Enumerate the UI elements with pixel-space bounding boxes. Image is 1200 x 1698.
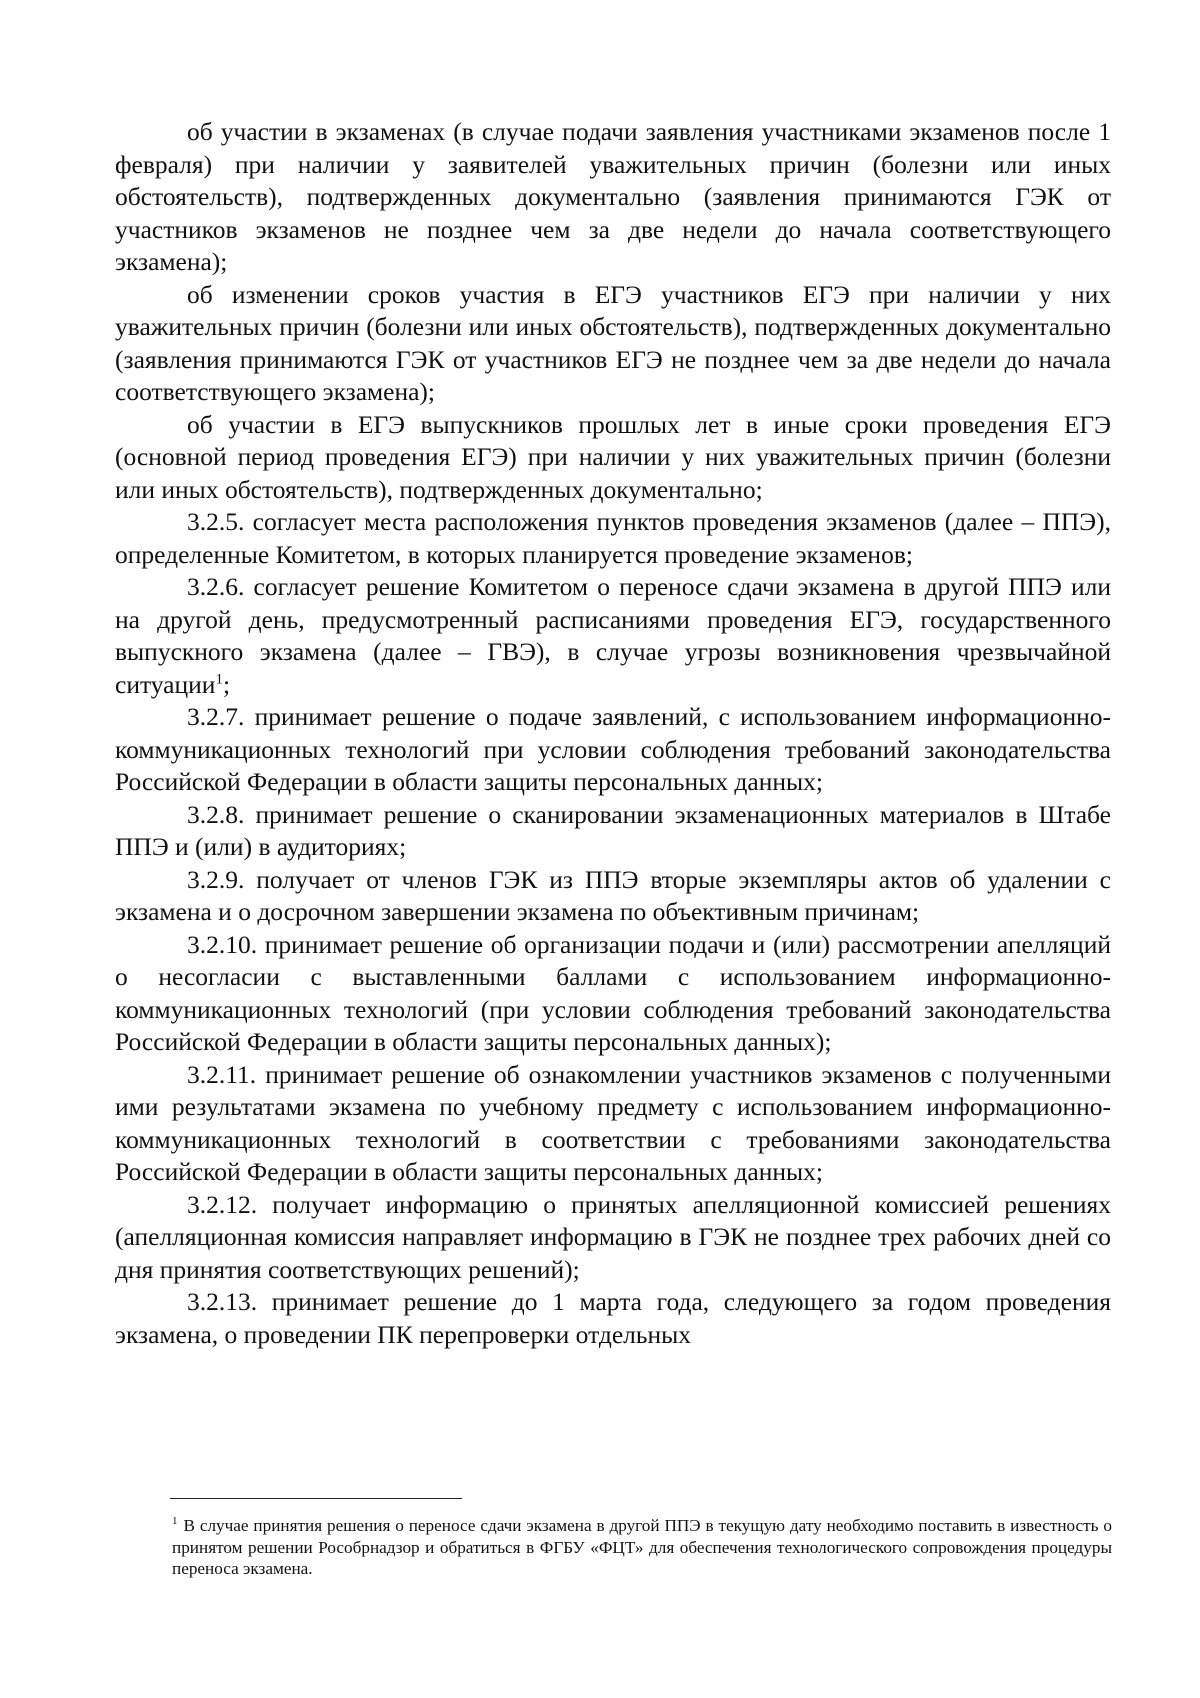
- paragraph-3-2-12: 3.2.12. получает информацию о принятых апелляционной комиссией решениях (апелляционная комиссия направляет информацию в ГЭК не позднее трех рабочих дней со дня принятия соответствующих решений);: [115, 1189, 1111, 1284]
- paragraph-3-2-13: 3.2.13. принимает решение до 1 марта года, следующего за годом проведения экзамена, о проведении ПК перепроверки отдельных: [115, 1287, 1111, 1349]
- paragraph-3-2-11: 3.2.11. принимает решение об ознакомлении участников экзаменов с полученными ими результатами экзамена по учебному предмету с использованием информационно-коммуникационных технологий в соответствии с требованиями законодательства Российской Федерации в области защиты персональных данных;: [115, 1059, 1111, 1186]
- paragraph-exam-participation: об участии в экзаменах (в случае подачи заявления участниками экзаменов после 1 февраля) при наличии у заявителей уважительных причин (болезни или иных обстоятельств), подтвержденных документально (заявления принимаются ГЭК от участников экзаменов не позднее чем за две недели до начала соответствующего экзамена);: [115, 117, 1111, 276]
- paragraph-3-2-7: 3.2.7. принимает решение о подаче заявлений, с использованием информационно-коммуникационных технологий при условии соблюдения требований законодательства Российской Федерации в области защиты персональных данных;: [115, 702, 1111, 796]
- footnote: [172, 1515, 1112, 1580]
- footnote-reference[interactable]: 1: [215, 671, 223, 687]
- paragraph-3-2-8: 3.2.8. принимает решение о сканировании экзаменационных материалов в Штабе ППЭ и (или) в аудиториях;: [115, 799, 1111, 861]
- paragraph-3-2-6-text: 3.2.6. согласует решение Комитетом о переносе сдачи экзамена в другой ППЭ или на другой день, предусмотренный расписаниями проведения ЕГЭ, государственного выпускного экзамена (далее – ГВЭ), в случае угрозы возникновения чрезвычайной ситуации: [115, 572, 1111, 699]
- paragraph-3-2-6: [115, 571, 1111, 701]
- paragraph-3-2-5: 3.2.5. согласует места расположения пунктов проведения экзаменов (далее – ППЭ), определенные Комитетом, в которых планируется проведение экзаменов;: [115, 507, 1111, 569]
- paragraph-past-graduates: об участии в ЕГЭ выпускников прошлых лет в иные сроки проведения ЕГЭ (основной период проведения ЕГЭ) при наличии у них уважительных причин (болезни или иных обстоятельств), подтвержденных документально;: [115, 409, 1111, 504]
- paragraph-3-2-6-tail: ;: [222, 669, 231, 699]
- document-body: [115, 116, 1111, 1351]
- footnote-text: В случае принятия решения о переносе сдачи экзамена в другой ППЭ в текущую дату необходимо поставить в известность о принятом решении Рособрнадзор и обратиться в ФГБУ «ФЦТ» для обеспечения технологического сопровождения процедуры переноса экзамена.: [172, 1516, 1112, 1578]
- footnote-marker: 1: [172, 1515, 178, 1528]
- footnote-separator: [170, 1498, 462, 1499]
- paragraph-3-2-10: 3.2.10. принимает решение об организации подачи и (или) рассмотрении апелляций о несогласии с выставленными баллами с использованием информационно-коммуникационных технологий (при условии соблюдения требований законодательства Российской Федерации в области защиты персональных данных);: [115, 929, 1111, 1056]
- paragraph-ege-dates-change: об изменении сроков участия в ЕГЭ участников ЕГЭ при наличии у них уважительных причин (болезни или иных обстоятельств), подтвержденных документально (заявления принимаются ГЭК от участников ЕГЭ не позднее чем за две недели до начала соответствующего экзамена);: [115, 279, 1111, 406]
- paragraph-3-2-9: 3.2.9. получает от членов ГЭК из ППЭ вторые экземпляры актов об удалении с экзамена и о досрочном завершении экзамена по объективным причинам;: [115, 864, 1111, 926]
